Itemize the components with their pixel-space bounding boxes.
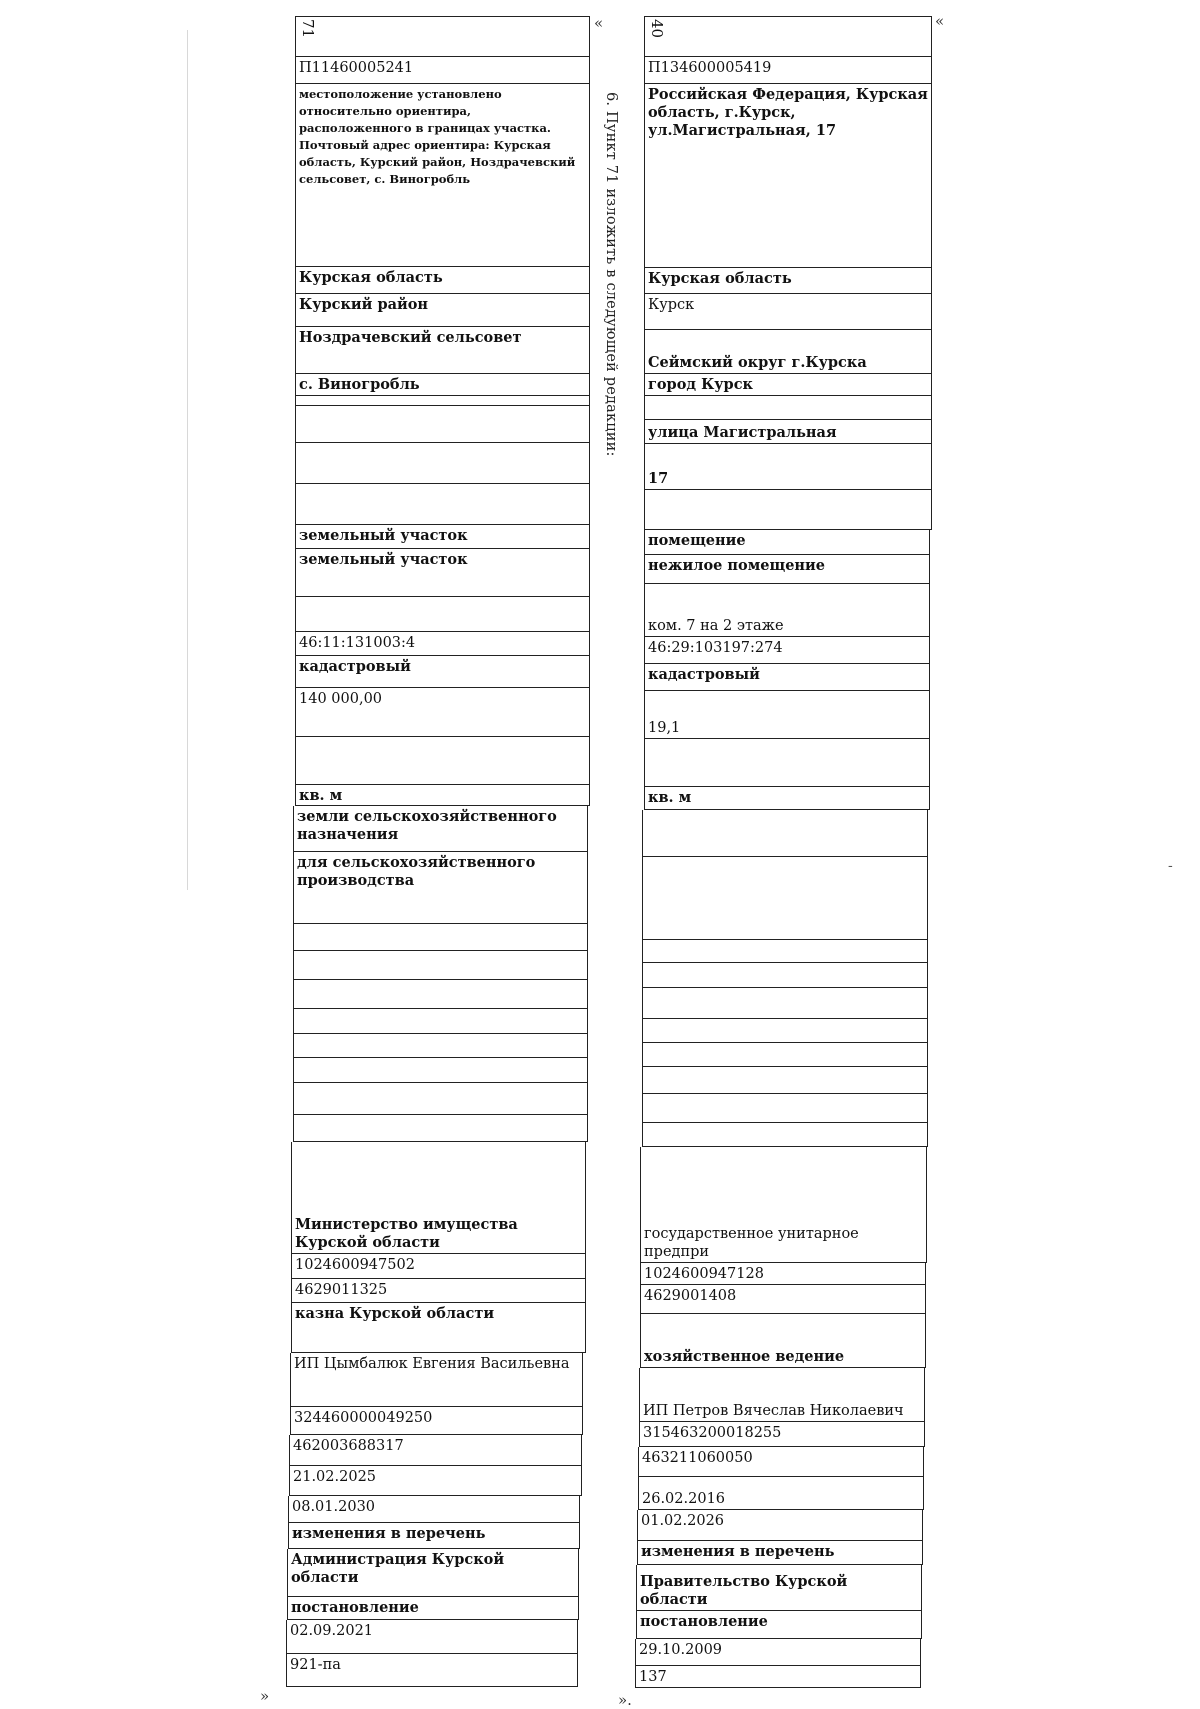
right-row-text: 01.02.2026 [641, 1513, 725, 1529]
left-row-text: 462003688317 [293, 1438, 404, 1454]
right-row-text: 1024600947128 [644, 1266, 764, 1282]
left-row-text: 4629011325 [295, 1282, 388, 1298]
left-row-text: для сельскохозяйственного производства [297, 854, 536, 889]
right-row-26 [642, 1043, 928, 1067]
left-row-text: земельный участок [299, 527, 468, 544]
right-row-text: ИП Петров Вячеслав Николаевич [643, 1403, 904, 1419]
right-row-12 [644, 530, 930, 555]
right-row-16 [644, 664, 930, 691]
left-row-text: изменения в перечень [292, 1525, 486, 1542]
right-row-text: кв. м [648, 789, 692, 806]
right-row-text: 137 [639, 1669, 667, 1685]
left-row-text: 71 [299, 19, 317, 39]
scan-mark: - [1168, 858, 1173, 874]
right-row-42 [635, 1639, 921, 1666]
right-row-10 [644, 444, 932, 490]
right-row-text: изменения в перечень [641, 1543, 835, 1560]
left-row-text: 46:11:131003:4 [299, 635, 416, 651]
left-row-text: кв. м [299, 787, 343, 804]
right-row-text: 463211060050 [642, 1450, 753, 1466]
right-row-31 [640, 1263, 926, 1285]
right-row-28 [642, 1094, 928, 1123]
left-row-text: 02.09.2021 [290, 1623, 374, 1639]
right-row-20 [642, 810, 928, 857]
right-row-text: государственное унитарное предпри [644, 1226, 859, 1260]
right-row-22 [642, 940, 928, 963]
right-row-text: хозяйственное ведение [644, 1348, 845, 1365]
right-row-text: 26.02.2016 [642, 1491, 726, 1507]
right-row-text: постановление [640, 1613, 768, 1630]
right-row-21 [642, 857, 928, 940]
left-row-text: 08.01.2030 [292, 1499, 376, 1515]
right-row-36 [638, 1447, 924, 1477]
left-row-text: 140 000,00 [299, 691, 383, 707]
right-row-41 [636, 1611, 922, 1639]
right-row-text: Правительство Курской области [640, 1573, 848, 1608]
right-row-text: ком. 7 на 2 этаже [648, 618, 784, 634]
right-row-text: Курская область [648, 270, 792, 287]
right-row-text: 17 [648, 470, 669, 487]
right-row-9 [644, 420, 932, 444]
left-row-text: постановление [291, 1599, 419, 1616]
right-row-39 [637, 1541, 923, 1565]
right-row-text: Российская Федерация, Курская область, г.Курск, ул.Магистральная, 17 [648, 86, 928, 139]
left-row-text: земельный участок [299, 551, 468, 568]
right-row-text: 19,1 [648, 720, 681, 736]
left-row-text: кадастровый [299, 658, 411, 675]
right-row-33 [640, 1314, 926, 1368]
right-row-text: П134600005419 [648, 60, 772, 76]
right-row-text: 46:29:103197:274 [648, 640, 783, 656]
right-row-1 [644, 16, 932, 57]
opening-quote-left: « [594, 14, 604, 32]
right-row-8 [644, 396, 932, 420]
opening-quote-right: « [935, 12, 945, 30]
right-row-29 [642, 1123, 928, 1147]
right-row-text: Курск [648, 297, 695, 313]
right-row-18 [644, 739, 930, 787]
left-row-text: ИП Цымбалюк Евгения Васильевна [294, 1356, 570, 1372]
right-row-23 [642, 963, 928, 988]
right-row-38 [637, 1510, 923, 1541]
left-row-text: Ноздрачевский сельсовет [299, 329, 522, 346]
right-row-13 [644, 555, 930, 584]
left-row-text: земли сельскохозяйственного назначения [297, 808, 557, 843]
right-row-17 [644, 691, 930, 739]
right-row-text: город Курск [648, 376, 753, 393]
right-row-24 [642, 988, 928, 1019]
right-row-11 [644, 490, 932, 530]
left-row-text: с. Виногробль [299, 376, 420, 393]
right-row-text: 40 [648, 19, 666, 39]
right-row-35 [639, 1422, 925, 1447]
right-row-text: помещение [648, 532, 746, 549]
right-row-6 [644, 330, 932, 374]
amendment-note: 6. Пункт 71 изложить в следующей редакции: [603, 92, 619, 457]
right-row-text: Сеймский округ г.Курска [648, 354, 867, 371]
right-row-5 [644, 294, 932, 330]
right-row-15 [644, 637, 930, 664]
right-row-43 [635, 1666, 921, 1688]
right-row-3 [644, 84, 932, 268]
left-row-text: Администрация Курской области [291, 1551, 505, 1586]
right-row-text: 29.10.2009 [639, 1642, 723, 1658]
right-row-text: улица Магистральная [648, 424, 837, 441]
right-row-34 [639, 1368, 925, 1422]
right-row-text: 4629001408 [644, 1288, 737, 1304]
closing-quote-mid: ». [618, 1691, 632, 1709]
right-row-text: 315463200018255 [643, 1425, 782, 1441]
right-row-4 [644, 268, 932, 294]
right-row-7 [644, 374, 932, 396]
right-row-40 [636, 1565, 922, 1611]
left-row-text: 921-па [290, 1657, 341, 1673]
right-row-25 [642, 1019, 928, 1043]
left-row-text: 1024600947502 [295, 1257, 415, 1273]
right-row-32 [640, 1285, 926, 1314]
right-row-19 [644, 787, 930, 810]
right-row-14 [644, 584, 930, 637]
left-row-text: П11460005241 [299, 60, 414, 76]
right-row-27 [642, 1067, 928, 1094]
right-row-30 [640, 1147, 927, 1263]
right-row-text: кадастровый [648, 666, 760, 683]
left-row-text: 21.02.2025 [293, 1469, 377, 1485]
left-row-text: Курская область [299, 269, 443, 286]
closing-quote-left: » [260, 1687, 270, 1705]
right-row-text: нежилое помещение [648, 557, 826, 574]
left-row-text: Министерство имущества Курской области [295, 1216, 518, 1251]
left-row-text: местоположение установлено относительно ориентира, расположенного в границах участка. Почтовый адрес ориентира: Курская область, Курский район, Ноздрачевский сельсовет, с. Виногробль [299, 87, 576, 186]
right-row-37 [638, 1477, 924, 1510]
left-row-text: казна Курской области [295, 1305, 495, 1322]
left-row-text: Курский район [299, 296, 429, 313]
left-row-text: 324460000049250 [294, 1410, 433, 1426]
right-row-2 [644, 57, 932, 84]
